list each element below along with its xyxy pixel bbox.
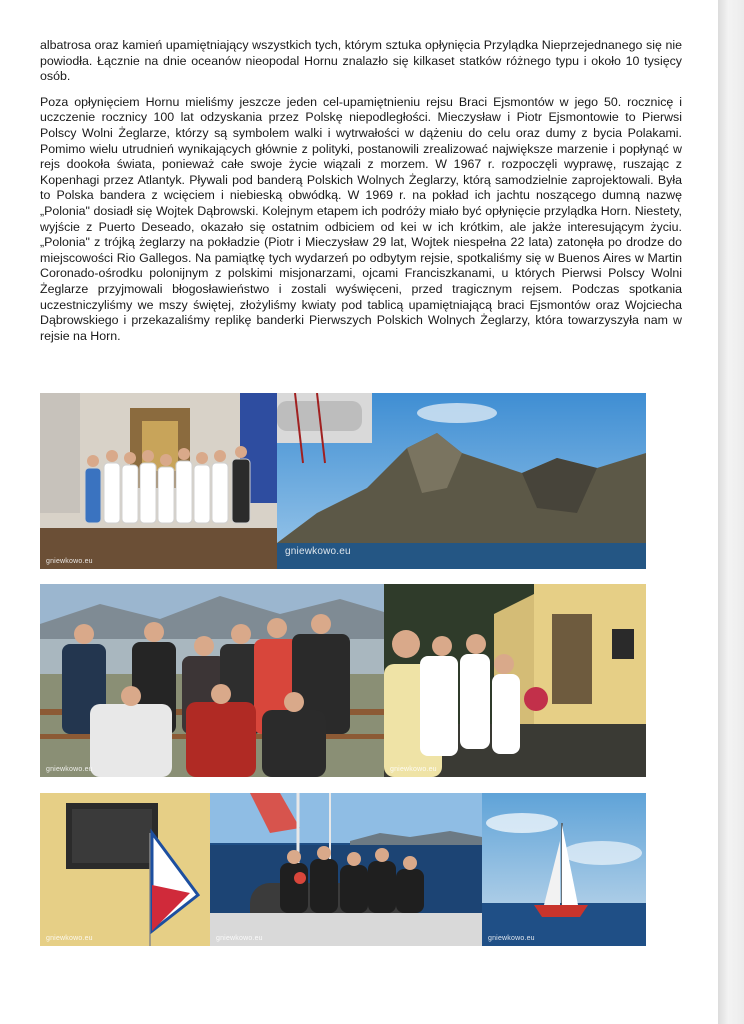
watermark: gniewkowo.eu xyxy=(46,558,93,565)
watermark: gniewkowo.eu xyxy=(390,766,437,773)
watermark: gniewkowo.eu xyxy=(46,766,93,773)
photo-sailboat xyxy=(482,793,646,946)
photo-plaque-flag xyxy=(40,793,210,946)
watermark: gniewkowo.eu xyxy=(216,935,263,942)
article-text xyxy=(40,38,682,354)
photo-mass-plaque xyxy=(384,584,646,777)
photo-church-group xyxy=(40,393,277,569)
paragraph-2: Poza opłynięciem Hornu mieliśmy jeszcze jeden cel-upamiętnieniu rejsu Braci Ejsmontów w jego 50. rocznicę i uczczenie rocznicy 100 lat odzyskania przez Polskę niepodległości. Mieczysław i Piotr Ejsmontowie to Pierwsi Polscy Wolni Żeglarze, którzy są symbolem walki i wytrwałości w dążeniu do celu oraz dumy z bycia Polakami. Pomimo wielu utrudnień wynikających głównie z polityki, postanowili zrealizować największe marzenie i popłynąć w rejs dookoła świata, ponieważ całe swoje życie wiązali z morzem. W 1967 r. rozpoczęli wyprawę, ruszając z Kopenhagi przez Atlantyk. Pływali pod banderą Polskich Wolnych Żeglarzy, którą samodzielnie zaprojektowali. Była to Polska bandera z wcięciem i niebieską obwódką. W 1969 r. na pokład ich jachtu noszącego dumną nazwę „Polonia" dosiadł się Wojtek Dąbrowski. Kolejnym etapem ich podróży miało być opłynięcie przylądka Horn. Niestety, wyjście z Puerto Deseado, okazało się ostatnim odbiciem od kei w ich krótkim, ale jakże interesującym życiu. „Polonia" z trójką żeglarzy na pokładzie (Piotr i Mieczysław 29 lat, Wojtek niespełna 22 lata) zatonęła po drodze do miejscowości Rio Gallegos. Na pamiątkę tych wydarzeń po odbytym rejsie, spotkaliśmy się w Buenos Aires w Martin Coronado-ośrodku polonijnym z polskimi misjonarzami, ojcami Franciszkanami, u których Pierwsi Polscy Wolni Żeglarze przyjmowali błogosławieństwo i zostali wyświęceni, przed tragicznym rejsem. Podczas spotkania uczestniczyliśmy we mszy świętej, złożyliśmy kwiaty pod tablicą upamiętniającą braci Ejsmontów oraz Wojciecha Dąbrowskiego i przekazaliśmy replikę banderki Pierwszych Polskich Wolnych Żeglarzy, która towarzyszyła nam w rejsie na Horn. xyxy=(40,94,682,343)
paragraph-1: albatrosa oraz kamień upamiętniający wszystkich tych, którym sztuka opłynięcia Przylądka Nieprzejednanego się nie powiodła. Łącznie na dnie oceanów nieopodal Hornu znalazło się kilkaset statków różnego typu i około 10 tysięcy osób. xyxy=(40,38,682,84)
watermark: gniewkowo.eu xyxy=(285,546,351,557)
photo-crew-on-deck xyxy=(210,793,482,946)
photo-crew-harbor xyxy=(40,584,384,777)
photo-cape-horn-mountain xyxy=(277,393,646,569)
scan-edge xyxy=(718,0,744,1024)
watermark: gniewkowo.eu xyxy=(46,935,93,942)
watermark: gniewkowo.eu xyxy=(488,935,535,942)
